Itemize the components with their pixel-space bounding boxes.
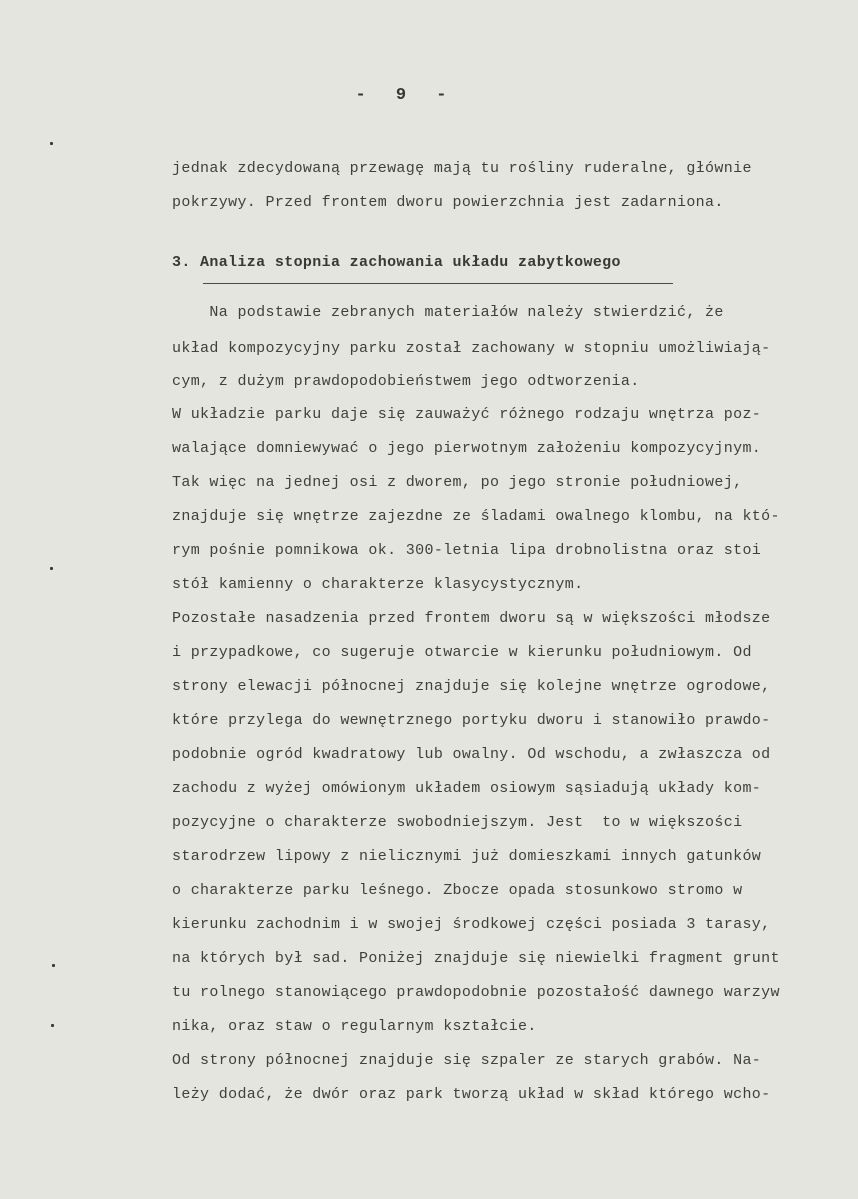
text-line: pokrzywy. Przed frontem dworu powierzchnia jest zadarniona.: [172, 194, 724, 211]
text-line: leży dodać, że dwór oraz park tworzą układ w skład którego wcho-: [172, 1086, 771, 1103]
text-line: Pozostałe nasadzenia przed frontem dworu są w większości młodsze: [172, 610, 771, 627]
text-line: kierunku zachodnim i w swojej środkowej części posiada 3 tarasy,: [172, 916, 771, 933]
heading-underline: [203, 283, 673, 284]
text-line: Od strony północnej znajduje się szpaler ze starych grabów. Na-: [172, 1052, 762, 1069]
text-line: pozycyjne o charakterze swobodniejszym. Jest to w większości: [172, 814, 743, 831]
section-heading: 3. Analiza stopnia zachowania układu zabytkowego: [172, 254, 621, 271]
text-line: nika, oraz staw o regularnym kształcie.: [172, 1018, 537, 1035]
text-line: tu rolnego stanowiącego prawdopodobnie pozostałość dawnego warzyw: [172, 984, 780, 1001]
text-line: i przypadkowe, co sugeruje otwarcie w kierunku południowym. Od: [172, 644, 752, 661]
text-line: W układzie parku daje się zauważyć różnego rodzaju wnętrza poz-: [172, 406, 762, 423]
text-line: rym pośnie pomnikowa ok. 300-letnia lipa drobnolistna oraz stoi: [172, 542, 762, 559]
margin-mark: [50, 142, 53, 145]
text-line: strony elewacji północnej znajduje się kolejne wnętrze ogrodowe,: [172, 678, 771, 695]
text-line: znajduje się wnętrze zajezdne ze śladami owalnego klombu, na któ-: [172, 508, 780, 525]
text-line: walające domniewywać o jego pierwotnym założeniu kompozycyjnym.: [172, 440, 762, 457]
text-line: cym, z dużym prawdopodobieństwem jego odtworzenia.: [172, 373, 640, 390]
text-line: które przylega do wewnętrznego portyku dworu i stanowiło prawdo-: [172, 712, 771, 729]
text-line: o charakterze parku leśnego. Zbocze opada stosunkowo stromo w: [172, 882, 743, 899]
text-line: układ kompozycyjny parku został zachowany w stopniu umożliwiają-: [172, 340, 771, 357]
text-line: jednak zdecydowaną przewagę mają tu rośliny ruderalne, głównie: [172, 160, 752, 177]
margin-mark: [51, 1024, 54, 1027]
text-line: starodrzew lipowy z nielicznymi już domieszkami innych gatunków: [172, 848, 762, 865]
text-line: zachodu z wyżej omówionym układem osiowym sąsiadują układy kom-: [172, 780, 762, 797]
text-line: Na podstawie zebranych materiałów należy stwierdzić, że: [172, 304, 724, 321]
text-line: Tak więc na jednej osi z dworem, po jego stronie południowej,: [172, 474, 743, 491]
text-line: stół kamienny o charakterze klasycystycznym.: [172, 576, 584, 593]
margin-mark: [50, 567, 53, 570]
margin-mark: [52, 964, 55, 967]
page-number: - 9 -: [355, 86, 457, 105]
text-line: podobnie ogród kwadratowy lub owalny. Od wschodu, a zwłaszcza od: [172, 746, 771, 763]
text-line: na których był sad. Poniżej znajduje się niewielki fragment grunt: [172, 950, 780, 967]
